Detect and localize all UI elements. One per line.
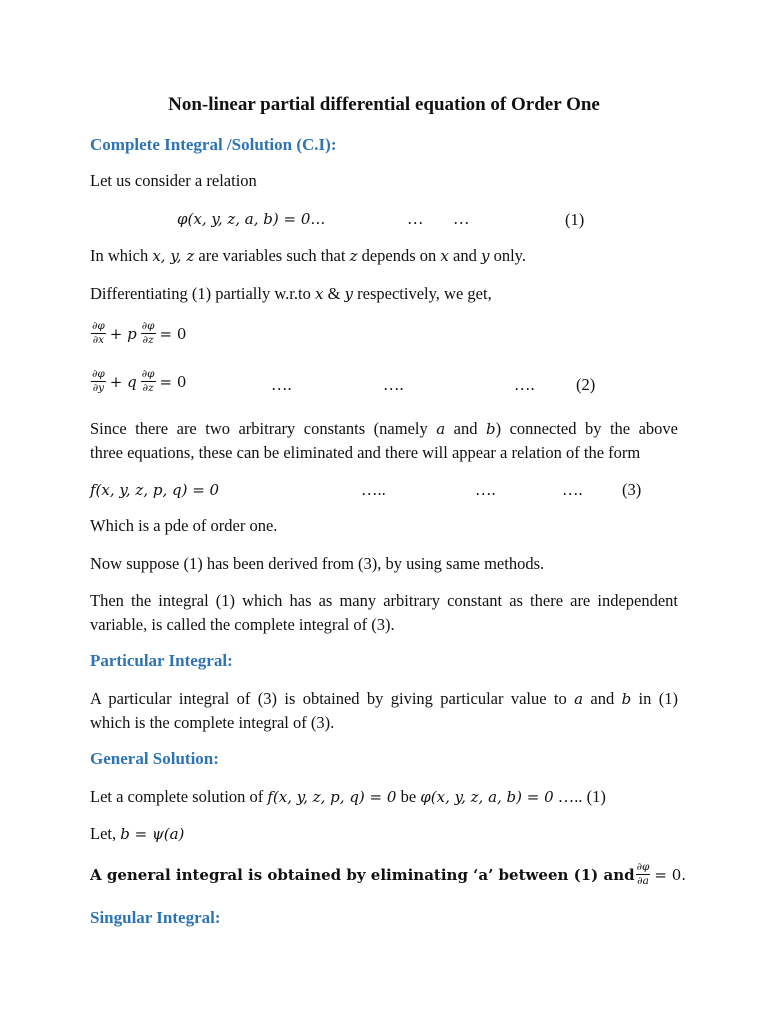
math-x: x	[314, 285, 324, 303]
math-b: b	[486, 420, 496, 438]
paragraph-pde-order-one: Which is a pde of order one.	[90, 516, 278, 535]
text: and	[445, 419, 486, 438]
equation-3-dots-b: ….	[475, 480, 496, 499]
equation-2a	[90, 320, 189, 347]
equals-zero: = 0.	[654, 865, 687, 884]
paragraph-differentiating	[90, 284, 492, 304]
text: be	[396, 787, 421, 806]
text: depends on	[357, 246, 441, 265]
text: A particular integral of (3) is obtained by giving particular value to	[90, 689, 575, 708]
fraction-dphi-dy: $\frac{\partial\varphi}{\partial y}$	[92, 368, 105, 394]
equation-2-number: (2)	[576, 375, 596, 394]
text: and	[583, 689, 622, 708]
fraction-dphi-da: $\frac{\partial\varphi}{\partial a}$	[636, 861, 650, 887]
paragraph-derived: Now suppose (1) has been derived from (3), by using same methods.	[90, 554, 545, 573]
text: and	[448, 246, 481, 265]
equation-2b	[90, 368, 189, 395]
math-b-psi: b = ψ(a)	[120, 825, 185, 843]
equation-3-dots-c: ….	[562, 480, 583, 499]
math-phi-expr: φ(x, y, z, a, b) = 0	[420, 788, 554, 806]
paragraph-variables	[90, 246, 526, 266]
heading-particular-integral: Particular Integral:	[90, 651, 233, 670]
text: Let,	[90, 824, 121, 843]
paragraph-general-integral	[90, 861, 689, 888]
text: only.	[489, 246, 526, 265]
math-x: x	[440, 247, 449, 265]
equation-1: φ(x, y, z, a, b) = 0…	[177, 210, 326, 228]
paragraph-complete-solution	[90, 787, 606, 807]
equals-zero: = 0	[159, 372, 187, 391]
page-title: Non-linear partial differential equation of Order One	[168, 94, 600, 115]
heading-complete-integral: Complete Integral /Solution (C.I):	[90, 135, 337, 154]
paragraph-integral-line2: variable, is called the complete integral of (3).	[90, 615, 395, 634]
paragraph-consider-relation: Let us consider a relation	[90, 171, 257, 190]
paragraph-particular-line1	[90, 689, 678, 709]
equation-3: f(x, y, z, p, q) = 0	[90, 481, 220, 499]
equation-1-dots-a: …	[407, 209, 424, 228]
paragraph-integral-line1: Then the integral (1) which has as many arbitrary constant as there are independent	[90, 591, 678, 610]
paragraph-particular-line2: which is the complete integral of (3).	[90, 713, 335, 732]
math-a: a	[574, 690, 584, 708]
math-b: b	[621, 690, 632, 708]
equation-1-dots-b: …	[453, 209, 470, 228]
fraction-dphi-dz: $\frac{\partial\varphi}{\partial z}$	[141, 368, 155, 394]
plus-p: + p	[109, 324, 137, 343]
equation-2-dots-a: ….	[271, 375, 292, 394]
text: Let a complete solution of	[90, 787, 268, 806]
math-y: y	[480, 247, 490, 265]
math-y: y	[344, 285, 354, 303]
math-a: a	[436, 420, 446, 438]
text: In which	[90, 246, 153, 265]
heading-singular-integral: Singular Integral:	[90, 908, 221, 927]
equation-3-number: (3)	[622, 480, 642, 499]
text: in (1)	[631, 689, 678, 708]
paragraph-constants-line2: three equations, these can be eliminated and there will appear a relation of the form	[90, 443, 641, 462]
paragraph-constants-line1	[90, 419, 678, 439]
text: Differentiating (1) partially w.r.to	[90, 284, 315, 303]
math-xyz: x, y, z	[152, 247, 195, 265]
text: &	[323, 284, 345, 303]
equation-2-dots-b: ….	[383, 375, 404, 394]
equation-3-dots-a: …..	[361, 480, 386, 499]
equation-1-number: (1)	[565, 210, 585, 229]
equation-2-dots-c: ….	[514, 375, 535, 394]
text: ….. (1)	[553, 787, 606, 806]
text: Since there are two arbitrary constants (namely	[90, 419, 437, 438]
math-z: z	[349, 247, 358, 265]
paragraph-let-b	[90, 824, 184, 844]
fraction-dphi-dx: $\frac{\partial\varphi}{\partial x}$	[92, 320, 105, 346]
text: respectively, we get,	[353, 284, 492, 303]
plus-q: + q	[109, 372, 137, 391]
equals-zero: = 0	[159, 324, 187, 343]
heading-general-solution: General Solution:	[90, 749, 219, 768]
math-f-expr: f(x, y, z, p, q) = 0	[267, 788, 397, 806]
text: A general integral is obtained by eliminating ‘a’ between (1) and	[90, 865, 635, 884]
text: are variables such that	[194, 246, 350, 265]
fraction-dphi-dz: $\frac{\partial\varphi}{\partial z}$	[141, 320, 155, 346]
text: ) connected by the above	[495, 419, 678, 438]
